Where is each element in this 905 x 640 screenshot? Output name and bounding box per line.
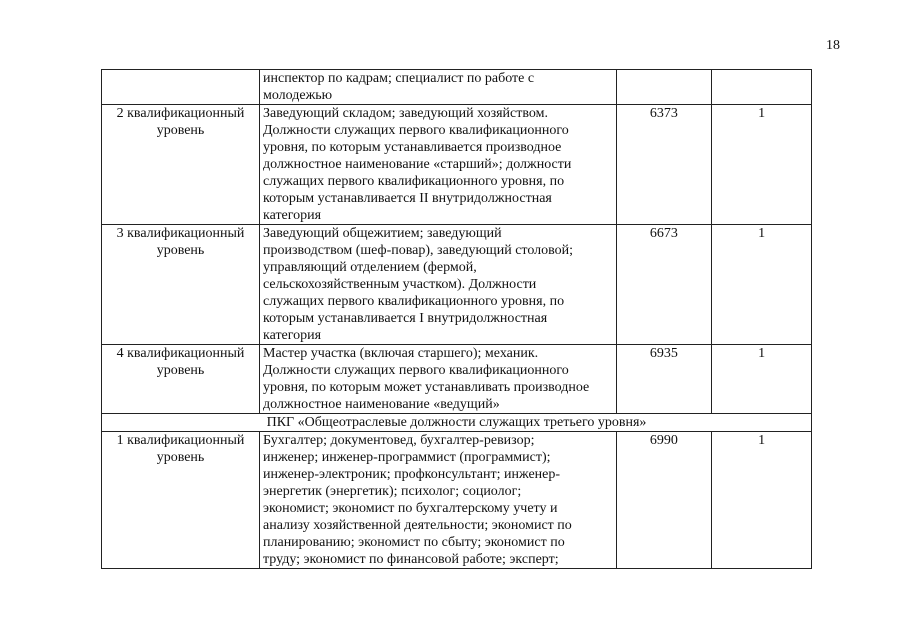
coefficient-cell: 1 <box>712 225 812 345</box>
positions-cell <box>260 105 617 225</box>
qualification-level-line: уровень <box>156 243 205 258</box>
salary-table-body <box>102 70 812 569</box>
positions-line: планированию; экономист по сбыту; экономист по <box>263 535 565 550</box>
table-row <box>102 345 812 414</box>
positions-line: анализу хозяйственной деятельности; экономист по <box>263 518 572 533</box>
positions-line: труду; экономист по финансовой работе; эксперт; <box>263 552 559 567</box>
positions-cell <box>260 225 617 345</box>
qualification-level-cell <box>102 70 260 105</box>
salary-cell: 6373 <box>616 105 712 225</box>
positions-line: уровня, по которым может устанавливать производное <box>263 380 590 395</box>
qualification-level-cell <box>102 432 260 569</box>
positions-cell <box>260 345 617 414</box>
salary-cell: 6990 <box>616 432 712 569</box>
salary-cell <box>616 70 712 105</box>
section-title: ПКГ «Общеотраслевые должности служащих третьего уровня» <box>102 414 812 432</box>
coefficient-cell <box>712 70 812 105</box>
page-number: 18 <box>826 38 840 53</box>
qualification-level-line: уровень <box>156 123 205 138</box>
positions-line: служащих первого квалификационного уровня, по <box>263 174 565 189</box>
salary-cell: 6673 <box>616 225 712 345</box>
positions-line: Заведующий общежитием; заведующий <box>263 226 502 241</box>
table-row <box>102 432 812 569</box>
coefficient-cell: 1 <box>712 105 812 225</box>
qualification-level-line: уровень <box>156 363 205 378</box>
positions-line: управляющий отделением (фермой, <box>263 260 477 275</box>
positions-cell <box>260 432 617 569</box>
qualification-level-line: 1 квалификационный <box>116 433 245 448</box>
table-row <box>102 225 812 345</box>
positions-cell <box>260 70 617 105</box>
qualification-level-cell <box>102 105 260 225</box>
positions-line: инспектор по кадрам; специалист по работе с <box>263 71 535 86</box>
positions-line: которым устанавливается II внутридолжностная <box>263 191 552 206</box>
table-row <box>102 105 812 225</box>
table-row <box>102 70 812 105</box>
qualification-level-line: уровень <box>156 450 205 465</box>
coefficient-cell: 1 <box>712 432 812 569</box>
positions-line: Должности служащих первого квалификационного <box>263 363 569 378</box>
qualification-level-cell <box>102 225 260 345</box>
positions-line: уровня, по которым устанавливается производное <box>263 140 562 155</box>
positions-line: производством (шеф-повар), заведующий столовой; <box>263 243 574 258</box>
positions-line: Бухгалтер; документовед, бухгалтер-ревизор; <box>263 433 535 448</box>
positions-line: категория <box>263 208 322 223</box>
positions-line: Заведующий складом; заведующий хозяйством. <box>263 106 548 121</box>
positions-line: Должности служащих первого квалификационного <box>263 123 569 138</box>
positions-line: инженер-электроник; профконсультант; инженер- <box>263 467 561 482</box>
qualification-level-cell <box>102 345 260 414</box>
salary-table <box>101 69 812 569</box>
coefficient-cell: 1 <box>712 345 812 414</box>
qualification-level-line: 3 квалификационный <box>116 226 245 241</box>
positions-line: инженер; инженер-программист (программист); <box>263 450 551 465</box>
section-row <box>102 414 812 432</box>
positions-line: служащих первого квалификационного уровня, по <box>263 294 565 309</box>
positions-line: энергетик (энергетик); психолог; социолог; <box>263 484 522 499</box>
positions-line: экономист; экономист по бухгалтерскому учету и <box>263 501 558 516</box>
positions-line: сельскохозяйственным участком). Должности <box>263 277 537 292</box>
qualification-level-line: 2 квалификационный <box>116 106 245 121</box>
qualification-level-line: 4 квалификационный <box>116 346 245 361</box>
positions-line: которым устанавливается I внутридолжностная <box>263 311 548 326</box>
positions-line: должностное наименование «старший»; должности <box>263 157 572 172</box>
positions-line: Мастер участка (включая старшего); механик. <box>263 346 539 361</box>
salary-cell: 6935 <box>616 345 712 414</box>
positions-line: должностное наименование «ведущий» <box>263 397 500 412</box>
positions-line: молодежью <box>263 88 333 103</box>
positions-line: категория <box>263 328 322 343</box>
